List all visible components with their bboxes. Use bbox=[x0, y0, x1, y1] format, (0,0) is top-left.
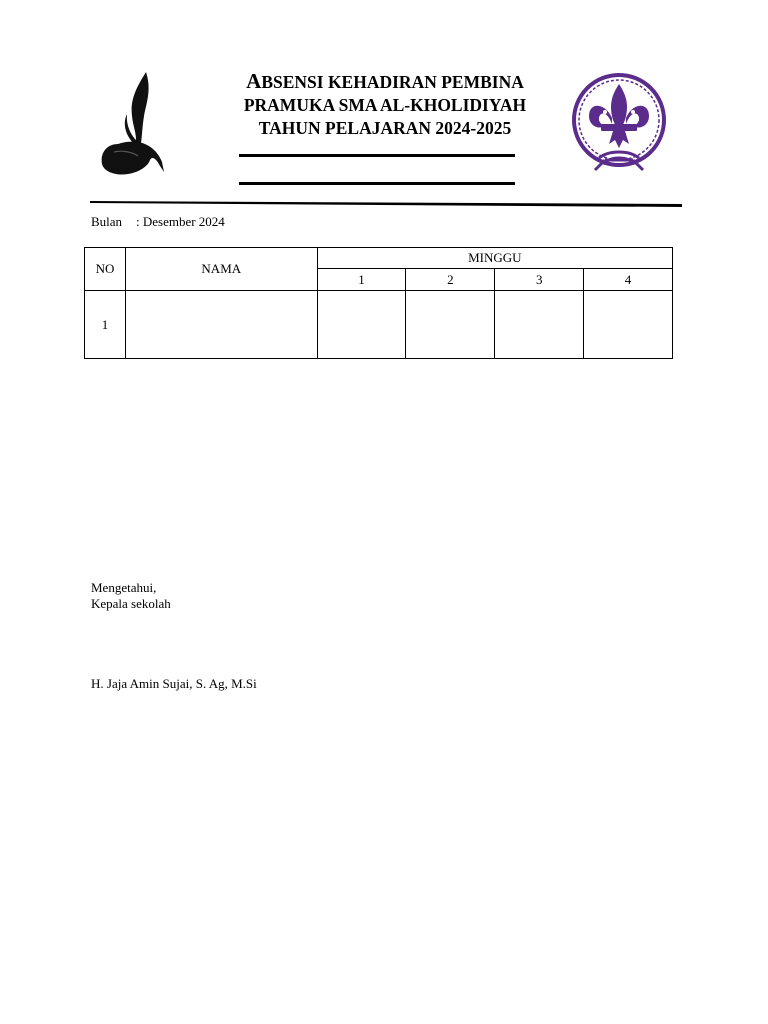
signature-name: H. Jaja Amin Sujai, S. Ag, M.Si bbox=[91, 676, 257, 691]
tunas-kelapa-logo-icon bbox=[96, 70, 166, 178]
header-name: NAMA bbox=[125, 248, 317, 291]
month-field bbox=[91, 214, 225, 230]
cell-week-1 bbox=[317, 291, 406, 359]
header-week-1: 1 bbox=[317, 269, 406, 291]
table-header-row bbox=[85, 248, 673, 269]
attendance-table bbox=[84, 247, 673, 359]
header-week-4: 4 bbox=[584, 269, 673, 291]
title-underline-2 bbox=[239, 182, 515, 185]
cell-no: 1 bbox=[85, 291, 126, 359]
header-week-3: 3 bbox=[495, 269, 584, 291]
header-no: NO bbox=[85, 248, 126, 291]
title-line-2: PRAMUKA SMA AL-KHOLIDIYAH bbox=[243, 95, 527, 115]
cell-week-4 bbox=[584, 291, 673, 359]
fleur-de-lis-emblem-icon bbox=[565, 72, 673, 180]
month-label: Bulan bbox=[91, 214, 123, 229]
header-week-2: 2 bbox=[406, 269, 495, 291]
month-value: : Desember 2024 bbox=[136, 214, 225, 229]
title-underline-1 bbox=[239, 154, 515, 157]
signature-block bbox=[91, 580, 171, 612]
table-row bbox=[85, 291, 673, 359]
document-title bbox=[200, 70, 570, 140]
header-divider bbox=[90, 198, 682, 210]
cell-week-2 bbox=[406, 291, 495, 359]
cell-week-3 bbox=[495, 291, 584, 359]
title-line-1: ABSENSI KEHADIRAN PEMBINA bbox=[246, 69, 524, 93]
signature-role: Kepala sekolah bbox=[91, 596, 171, 611]
header-week-group: MINGGU bbox=[317, 248, 672, 269]
cell-name bbox=[125, 291, 317, 359]
signature-acknowledge: Mengetahui, bbox=[91, 580, 157, 595]
title-line-3: TAHUN PELAJARAN 2024-2025 bbox=[258, 118, 512, 138]
